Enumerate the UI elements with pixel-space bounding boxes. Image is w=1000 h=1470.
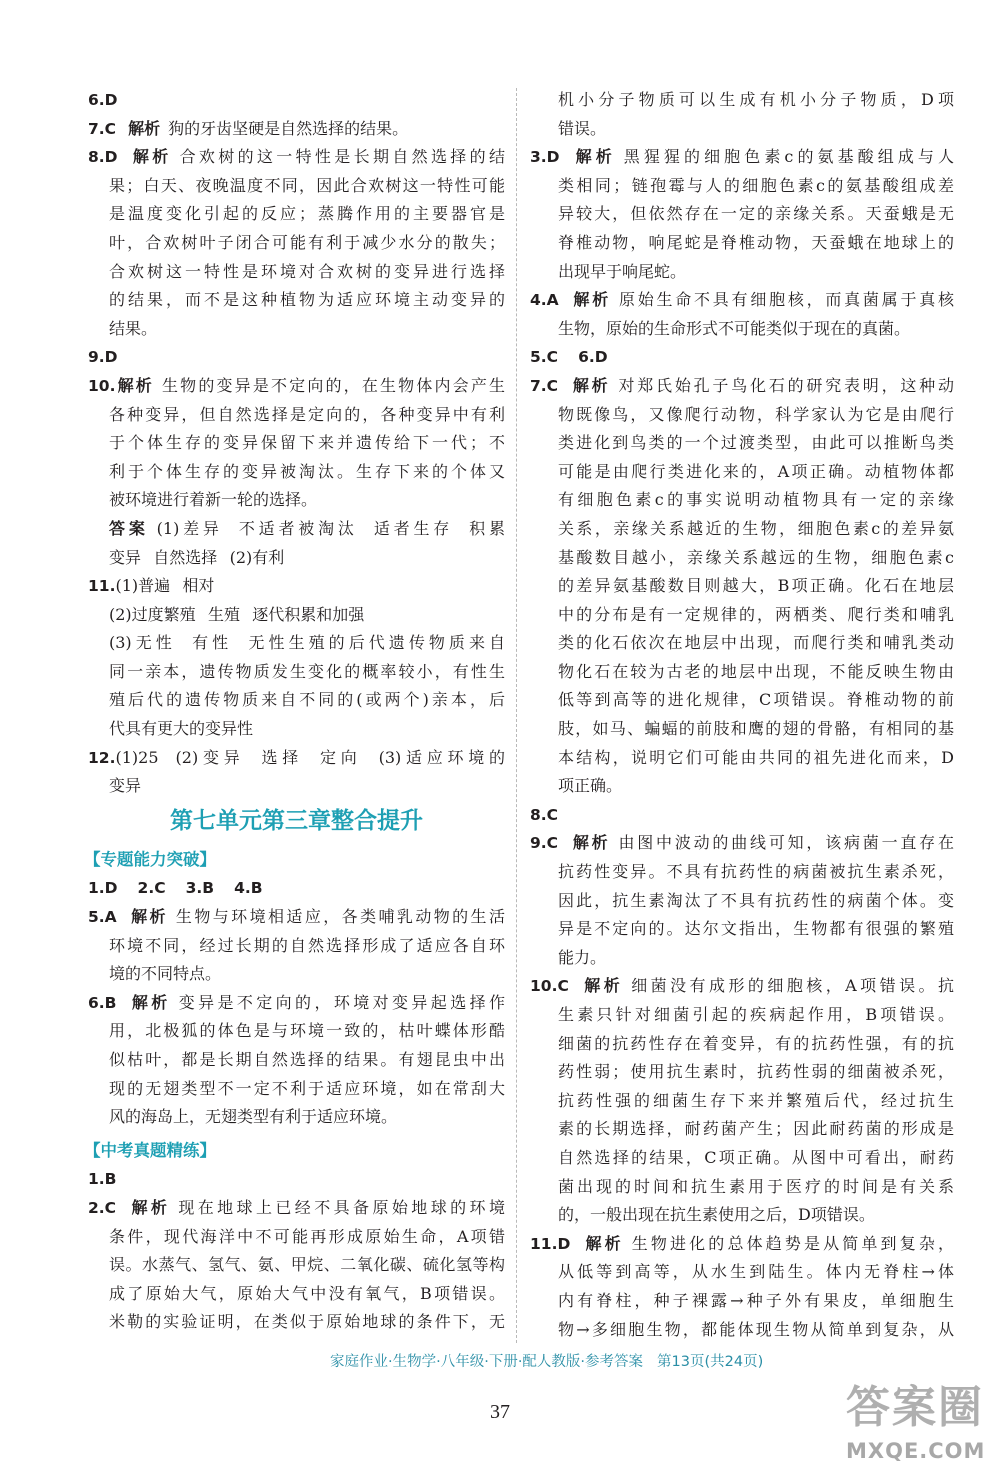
line-text: 现在地球上已经不具备原始地球的环境: [178, 1197, 505, 1217]
watermark-logo: 答案圈: [846, 1382, 984, 1433]
text-line: [88, 932, 505, 961]
text-line: [88, 686, 505, 715]
text-line: [88, 429, 505, 458]
text-line: [530, 887, 954, 916]
text-line: [88, 1017, 505, 1046]
line-text: 变异是不定向的，环境对变异起选择作: [178, 992, 505, 1012]
answer-item: [88, 989, 505, 1132]
text-line: [88, 143, 505, 172]
text-line: [88, 172, 505, 201]
text-line: [88, 86, 505, 115]
line-text: 基酸数目越小，亲缘关系越远的生物，细胞色素c: [558, 547, 954, 567]
line-text: 结果。: [109, 318, 158, 338]
line-text: 菌出现的时间和抗生素用于医疗的时间是有关系: [558, 1176, 954, 1196]
line-text: (1)差异 不适者被淘汰 适者生存 积累: [156, 518, 505, 538]
chapter-heading: 第七单元第三章整合提升: [170, 807, 423, 834]
line-text: 药性弱；使用抗生素时，抗药性弱的细菌被杀死，: [558, 1062, 954, 1082]
page-footer: [330, 1351, 763, 1373]
item-number: 7.C: [88, 119, 117, 138]
line-text: 叶，合欢树叶子闭合可能有利于减少水分的散失；: [109, 232, 505, 252]
text-line: [88, 874, 505, 903]
line-text: 的，一般出现在抗生素使用之后，D项错误。: [558, 1205, 875, 1225]
footer-page-info: 第13页(共24页): [657, 1354, 764, 1370]
text-line: [88, 989, 505, 1018]
line-text: (2)过度繁殖 生殖 逐代积累和加强: [109, 604, 365, 624]
answer-item: [88, 115, 505, 144]
text-line: [530, 372, 954, 401]
line-text: 被环境进行着新一轮的选择。: [109, 490, 318, 510]
analysis-label: 解析: [571, 147, 616, 167]
text-line: [530, 544, 954, 573]
text-line: [530, 744, 954, 773]
line-text: 成了原始大气，原始大气中没有氧气，B项错误。: [109, 1283, 505, 1303]
text-line: [530, 715, 954, 744]
text-line: [88, 372, 505, 401]
text-line: [88, 1103, 505, 1132]
line-text: 类进化到鸟类的一个过渡类型，由此可以推断鸟类: [558, 433, 954, 453]
answer-item: [530, 972, 954, 1229]
text-line: [530, 858, 954, 887]
line-text: 对郑氏始孔子鸟化石的研究表明，这种动: [618, 375, 954, 395]
answer-item: [530, 143, 954, 286]
section-tag: 【中考真题精练】: [84, 1140, 216, 1160]
line-text: 有细胞色素c的事实说明动植物具有一定的亲缘: [558, 490, 954, 510]
analysis-label: 解析: [580, 976, 624, 996]
line-text: 抗药性变异。不具有抗药性的病菌被抗生素杀死，: [558, 862, 954, 882]
answer-item: [530, 372, 954, 801]
text-line: [530, 772, 954, 801]
item-number: 5.A: [88, 908, 117, 927]
analysis-label: 解析: [128, 907, 168, 927]
answer-item: [530, 1230, 954, 1344]
item-number: 8.C: [530, 805, 559, 824]
text-line: [530, 915, 954, 944]
analysis-label: 解析: [570, 833, 611, 853]
text-line: [88, 1308, 505, 1337]
text-line: [530, 1087, 954, 1116]
text-line: [88, 343, 505, 372]
item-number: 4.B: [234, 879, 263, 898]
text-line: [530, 1144, 954, 1173]
text-line: [530, 1001, 954, 1030]
item-number: 8.D: [88, 148, 118, 167]
text-line: [88, 258, 505, 287]
text-line: [530, 1201, 954, 1230]
analysis-label: 解析: [129, 147, 172, 167]
text-line: [530, 1173, 954, 1202]
line-text: 米勒的实验证明，在类似于原始地球的条件下，无: [109, 1312, 505, 1332]
analysis-label: 解析: [128, 118, 161, 138]
text-line: [530, 515, 954, 544]
line-text: 关系，亲缘关系越近的生物，细胞色素c的差异氨: [558, 518, 954, 538]
line-text: 机小分子物质可以生成有机小分子物质，D项: [558, 90, 954, 109]
line-text: 生物与环境相适应，各类哺乳动物的生活: [175, 907, 505, 927]
text-line: [530, 1287, 954, 1316]
line-text: 内有脊柱，种子裸露→种子外有果皮，单细胞生: [558, 1290, 954, 1310]
analysis-label: 解析: [570, 375, 611, 395]
line-text: 合欢树这一特性是环境对合欢树的变异进行选择: [109, 261, 505, 281]
line-text: 项正确。: [558, 776, 623, 796]
item-number: 6.D: [578, 348, 608, 367]
line-text: 异是不定向的。达尔文指出，生物都有很强的繁殖: [558, 919, 954, 939]
line-text: 生素只针对细菌引起的疾病起作用，B项错误。: [558, 1005, 954, 1024]
answer-item: [88, 874, 505, 903]
text-line: [88, 229, 505, 258]
answer-item: [530, 829, 954, 972]
right-column: [530, 86, 954, 1344]
line-text: 殖后代的遗传物质来自不同的(或两个)亲本，后: [109, 690, 505, 710]
item-number: 3.B: [185, 879, 215, 898]
line-text: 变异 自然选择 (2)有利: [109, 547, 285, 567]
item-number: 10.C: [530, 977, 569, 996]
item-number: 10.: [88, 376, 116, 395]
text-line: [530, 1115, 954, 1144]
text-line: [530, 143, 954, 172]
text-line: [88, 315, 505, 344]
answer-item: [88, 343, 505, 372]
text-line: [530, 1030, 954, 1059]
line-text: 合欢树的这一特性是长期自然选择的结: [179, 147, 505, 167]
item-number: 11.: [88, 577, 116, 596]
line-text: 狗的牙齿坚硬是自然选择的结果。: [168, 118, 409, 138]
text-line: [530, 286, 954, 315]
text-line: [88, 903, 505, 932]
line-text: 现的无翅类型不一定不利于适应环境，如在常刮大: [109, 1078, 505, 1098]
line-text: (1)普遍 相对: [115, 576, 215, 596]
line-text: 肢，如马、蝙蝠的前肢和鹰的翅的骨骼，有相同的基: [558, 719, 954, 739]
answer-block: [88, 515, 505, 572]
text-line: [530, 200, 954, 229]
line-text: 细菌的抗药性存在着变异，有的抗药性强，有的抗: [558, 1033, 954, 1053]
line-text: 于个体生存的变异保留下来并遗传给下一代；不: [109, 433, 505, 453]
item-number: 2.C: [137, 879, 166, 898]
line-text: 物既像鸟，又像爬行动物，科学家认为它是由爬行: [558, 404, 954, 424]
text-line: [530, 315, 954, 344]
line-text: 低等到高等的进化规律，C项错误。脊椎动物的前: [558, 690, 954, 710]
text-line: [88, 601, 505, 630]
text-line: [88, 1251, 505, 1280]
analysis-label: 解析: [570, 290, 611, 310]
line-text: 素的长期选择，耐药菌产生；因此耐药菌的形成是: [558, 1119, 954, 1139]
text-line: [88, 715, 505, 744]
text-line: [530, 572, 954, 601]
text-line: [88, 115, 505, 144]
text-line: [530, 401, 954, 430]
line-text: 中的分布是有一定规律的，两栖类、爬行类和哺乳: [558, 604, 954, 624]
text-line: [530, 801, 954, 830]
text-line: [530, 658, 954, 687]
line-text: 本结构，说明它们可能由共同的祖先进化而来，D: [558, 747, 954, 767]
line-text: 生物进化的总体趋势是从简单到复杂，: [631, 1233, 954, 1253]
text-line: [530, 343, 954, 372]
text-line: [88, 401, 505, 430]
text-line: [88, 1046, 505, 1075]
line-text: 自然选择的结果，C项正确。从图中可看出，耐药: [558, 1147, 954, 1167]
answer-item: [88, 572, 505, 744]
text-line: [88, 486, 505, 515]
left-column: [84, 86, 505, 1337]
text-line: [530, 429, 954, 458]
text-line: [88, 658, 505, 687]
item-number: 11.D: [530, 1234, 571, 1253]
item-number: 7.C: [530, 376, 559, 395]
answer-item: [88, 372, 505, 515]
answer-item: [88, 86, 505, 115]
line-text: 类的化石依次在地层中出现，而爬行类和哺乳类动: [558, 633, 954, 653]
text-line: [530, 1058, 954, 1087]
item-number: 6.B: [88, 993, 117, 1012]
line-text: 由图中波动的曲线可知，该病菌一直存在: [618, 833, 954, 853]
line-text: (1)25 (2)变异 选择 定向 (3)适应环境的: [115, 747, 505, 767]
text-line: [88, 1165, 505, 1194]
text-line: [530, 1316, 954, 1345]
line-text: 类相同；链孢霉与人的细胞色素c的氨基酸组成差: [558, 175, 954, 195]
line-text: 环境不同，经过长期的自然选择形成了适应各自环: [109, 935, 505, 955]
text-line: [530, 686, 954, 715]
text-line: [88, 200, 505, 229]
line-text: 用，北极狐的体色是与环境一致的，枯叶蝶体形酷: [109, 1021, 505, 1041]
line-text: 的差异氨基酸数目则越大，B项正确。化石在地层: [558, 576, 954, 596]
line-text: 果；白天、夜晚温度不同，因此合欢树这一特性可能: [109, 175, 505, 195]
text-line: [88, 629, 505, 658]
line-text: 原始生命不具有细胞核，而真菌属于真核: [618, 290, 954, 310]
answer-item: [530, 343, 954, 372]
continued-text: [530, 86, 954, 143]
footer-title: 家庭作业·生物学·八年级·下册·配人教版·参考答案: [330, 1354, 644, 1370]
text-line: [88, 458, 505, 487]
line-text: 能力。: [558, 947, 607, 967]
text-line: [88, 1075, 505, 1104]
text-line: [88, 286, 505, 315]
text-line: [88, 572, 505, 601]
answer-item: [530, 286, 954, 343]
section-tag: 【专题能力突破】: [84, 849, 216, 869]
text-line: [530, 86, 954, 115]
answer-item: [530, 801, 954, 830]
line-text: 物→多细胞生物，都能体现生物从简单到复杂，从: [558, 1319, 954, 1339]
line-text: 境的不同特点。: [109, 964, 222, 984]
text-line: [530, 829, 954, 858]
line-text: 黑猩猩的细胞色素c的氨基酸组成与人: [623, 147, 954, 167]
line-text: 从低等到高等，从水生到陆生。体内无脊柱→体: [558, 1262, 954, 1282]
line-text: 生物的变异是不定向的，在生物体内会产生: [161, 375, 505, 395]
line-text: 物化石在较为古老的地层中出现，不能反映生物由: [558, 661, 954, 681]
text-line: [88, 1223, 505, 1252]
analysis-label: 解析: [128, 992, 171, 1012]
text-line: [530, 458, 954, 487]
line-text: (3)无性 有性 无性生殖的后代遗传物质来自: [109, 633, 505, 653]
text-line: [88, 960, 505, 989]
line-text: 因此，抗生素淘汰了不具有抗药性的病菌个体。变: [558, 890, 954, 910]
analysis-label: 解析: [128, 1197, 171, 1217]
text-line: [88, 544, 505, 573]
item-number: 9.C: [530, 834, 559, 853]
text-line: [530, 629, 954, 658]
line-text: 异较大，但依然存在一定的亲缘关系。天蚕蛾是无: [558, 204, 954, 224]
line-text: 抗药性强的细菌生存下来并繁殖后代，经过抗生: [558, 1090, 954, 1110]
text-line: [530, 258, 954, 287]
watermark-site: MXQE.COM: [846, 1439, 986, 1463]
item-number: 1.D: [88, 879, 118, 898]
item-number: 6.D: [88, 91, 118, 109]
answer-item: [88, 1165, 505, 1194]
line-text: 同一亲本，遗传物质发生变化的概率较小，有性生: [109, 661, 505, 681]
line-text: 变异: [109, 776, 142, 796]
line-text: 是温度变化引起的反应；蒸腾作用的主要器官是: [109, 204, 505, 224]
item-number: 1.B: [88, 1170, 117, 1189]
item-number: 3.D: [530, 148, 560, 167]
line-text: 似枯叶，都是长期自然选择的结果。有翅昆虫中出: [109, 1050, 505, 1069]
line-text: 利于个体生存的变异被淘汰。生存下来的个体又: [109, 461, 505, 481]
text-line: [530, 229, 954, 258]
line-text: 的结果，而不是这种植物为适应环境主动变异的: [109, 290, 505, 310]
text-line: [88, 772, 505, 801]
analysis-label: 解析: [115, 375, 154, 395]
line-text: 出现早于响尾蛇。: [558, 261, 687, 281]
line-text: 条件，现代海洋中不可能再形成原始生命，A项错: [109, 1226, 505, 1246]
item-number: 2.C: [88, 1198, 117, 1217]
line-text: 脊椎动物，响尾蛇是脊椎动物，天蚕蛾在地球上的: [558, 232, 954, 252]
answer-item: [88, 1194, 505, 1337]
text-line: [530, 1230, 954, 1259]
text-line: [530, 1258, 954, 1287]
item-number: 9.D: [88, 348, 118, 367]
text-line: [530, 172, 954, 201]
line-text: 错误。: [558, 118, 607, 138]
text-line: [88, 1280, 505, 1309]
line-text: 误。水蒸气、氢气、氨、甲烷、二氧化碳、硫化氢等构: [109, 1255, 505, 1275]
line-text: 细菌没有成形的细胞核，A项错误。抗: [631, 976, 954, 996]
line-text: 代具有更大的变异性: [109, 719, 254, 739]
analysis-label: 解析: [582, 1233, 624, 1253]
line-text: 可能是由爬行类进化来的，A项正确。动植物体都: [558, 461, 954, 481]
item-number: 4.A: [530, 291, 559, 310]
column-divider: [516, 88, 517, 1343]
item-number: 12.: [88, 748, 116, 767]
text-line: [530, 601, 954, 630]
answer-item: [88, 744, 505, 801]
text-line: [530, 486, 954, 515]
text-line: [88, 744, 505, 773]
answer-item: [88, 903, 505, 989]
answer-label: 答案: [109, 518, 149, 538]
item-number: 5.C: [530, 348, 559, 367]
text-line: [530, 972, 954, 1001]
line-text: 风的海岛上，无翅类型有利于适应环境。: [109, 1107, 398, 1127]
text-line: [88, 1194, 505, 1223]
line-text: 生物，原始的生命形式不可能类似于现在的真菌。: [558, 318, 911, 338]
text-line: [530, 944, 954, 973]
answer-item: [88, 143, 505, 343]
page-number: 37: [490, 1401, 510, 1423]
line-text: 各种变异，但自然选择是定向的，各种变异中有利: [109, 404, 505, 424]
text-line: [88, 515, 505, 544]
text-line: [530, 115, 954, 144]
